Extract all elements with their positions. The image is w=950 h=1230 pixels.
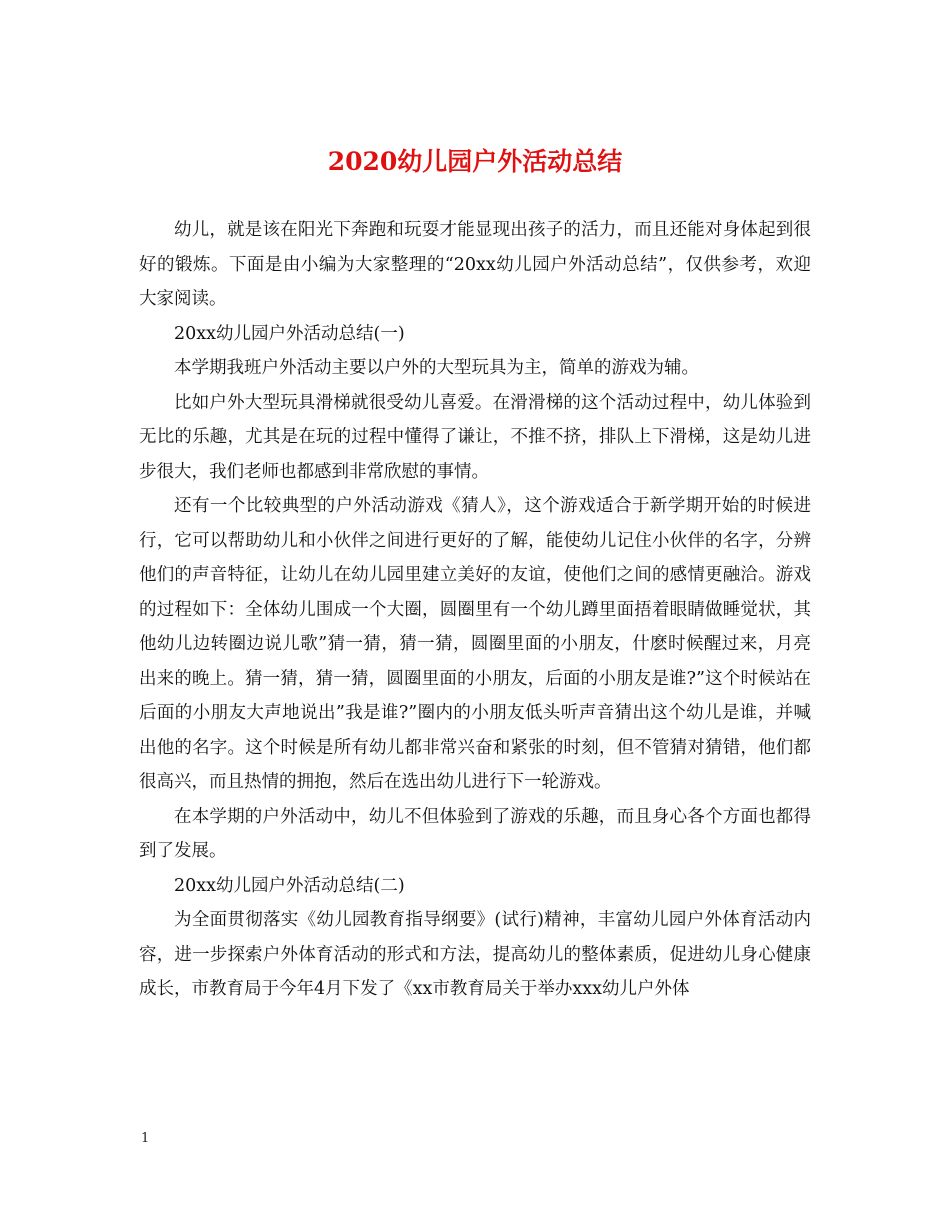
paragraph: 本学期我班户外活动主要以户外的大型玩具为主，简单的游戏为辅。 <box>174 358 699 378</box>
section-heading-one: 20xx幼儿园户外活动总结(一) <box>174 323 405 344</box>
document-title: 2020幼儿园户外活动总结 <box>327 147 623 176</box>
document-body <box>139 213 811 1007</box>
paragraph: 比如户外大型玩具滑梯就很受幼儿喜爱。在滑滑梯的这个活动过程中，幼儿体验到无比的乐趣，尤其是在玩的过程中懂得了谦让，不推不挤，排队上下滑梯，这是幼儿进步很大，我们老师也都感到非常欣慰的事情。 <box>139 392 811 482</box>
paragraph: 还有一个比较典型的户外活动游戏《猜人》，这个游戏适合于新学期开始的时候进行，它可以帮助幼儿和小伙伴之间进行更好的了解，能使幼儿记住小伙伴的名字，分辨他们的声音特征，让幼儿在幼儿园里建立美好的友谊，使他们之间的感情更融洽。游戏的过程如下：全体幼儿围成一个大圈，圆圈里有一个幼儿蹲里面捂着眼睛做睡觉状，其他幼儿边转圈边说儿歌”猜一猜，猜一猜，圆圈里面的小朋友，什麽时候醒过来，月亮出来的晚上。猜一猜，猜一猜，圆圈里面的小朋友，后面的小朋友是谁?”这个时候站在后面的小朋友大声地说出”我是谁?”圈内的小朋友低头听声音猜出这个幼儿是谁，并喊出他的名字。这个时候是所有幼儿都非常兴奋和紧张的时刻，但不管猜对猜错，他们都很高兴，而且热情的拥抱，然后在选出幼儿进行下一轮游戏。 <box>139 496 811 792</box>
paragraph-intro: 幼儿，就是该在阳光下奔跑和玩耍才能显现出孩子的活力，而且还能对身体起到很好的锻炼。下面是由小编为大家整理的“20xx幼儿园户外活动总结”，仅供参考，欢迎大家阅读。 <box>139 220 811 309</box>
paragraph: 为全面贯彻落实《幼儿园教育指导纲要》(试行)精神，丰富幼儿园户外体育活动内容，进一步探索户外体育活动的形式和方法，提高幼儿的整体素质，促进幼儿身心健康成长，市教育局于今年4月下发了《xx市教育局关于举办xxx幼儿户外体 <box>139 910 811 999</box>
paragraph: 在本学期的户外活动中，幼儿不但体验到了游戏的乐趣，而且身心各个方面也都得到了发展。 <box>139 806 811 861</box>
page-number: 1 <box>141 1131 150 1146</box>
section-heading-two: 20xx幼儿园户外活动总结(二) <box>174 875 405 896</box>
